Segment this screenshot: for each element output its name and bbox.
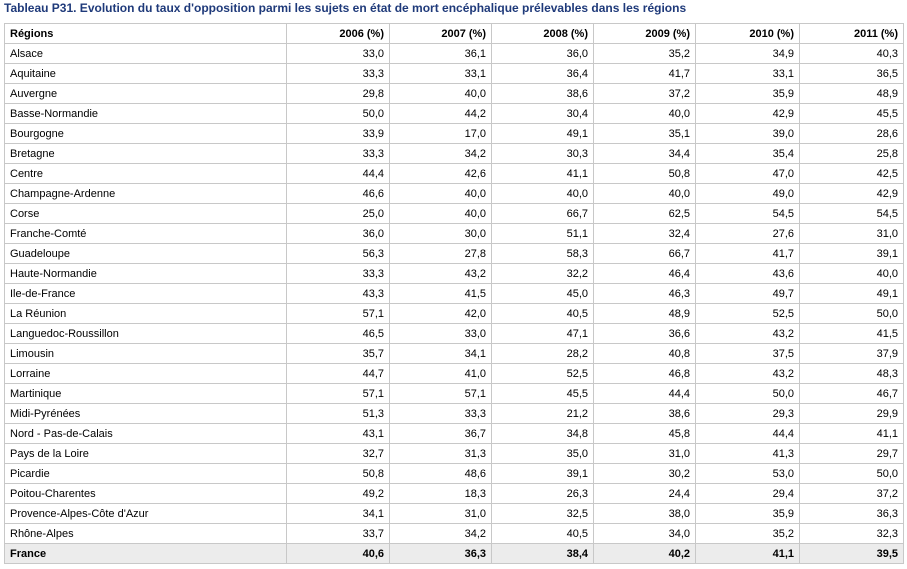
rate-value: 36,7 (390, 424, 492, 444)
rate-value: 27,8 (390, 244, 492, 264)
rate-value: 43,2 (390, 264, 492, 284)
rate-value: 40,0 (594, 184, 696, 204)
rate-value: 39,1 (492, 464, 594, 484)
rate-value: 31,0 (390, 504, 492, 524)
rate-value: 35,9 (696, 84, 800, 104)
rate-value: 66,7 (492, 204, 594, 224)
rate-value: 54,5 (800, 204, 904, 224)
region-name: Guadeloupe (5, 244, 287, 264)
table-row (5, 44, 904, 64)
rate-value: 66,7 (594, 244, 696, 264)
rate-value: 46,5 (287, 324, 390, 344)
rate-value: 30,4 (492, 104, 594, 124)
rate-value: 34,2 (390, 524, 492, 544)
rate-value: 36,3 (390, 544, 492, 564)
region-name: Provence-Alpes-Côte d'Azur (5, 504, 287, 524)
rate-value: 40,5 (492, 524, 594, 544)
rate-value: 40,0 (390, 184, 492, 204)
rate-value: 41,7 (594, 64, 696, 84)
table-row (5, 524, 904, 544)
rate-value: 37,5 (696, 344, 800, 364)
rate-value: 30,0 (390, 224, 492, 244)
rate-value: 35,1 (594, 124, 696, 144)
region-name: Martinique (5, 384, 287, 404)
rate-value: 33,1 (696, 64, 800, 84)
region-name: Picardie (5, 464, 287, 484)
rate-value: 49,1 (800, 284, 904, 304)
rate-value: 41,1 (696, 544, 800, 564)
rate-value: 45,5 (492, 384, 594, 404)
rate-value: 47,1 (492, 324, 594, 344)
rate-value: 40,0 (390, 84, 492, 104)
column-header-year: 2009 (%) (594, 24, 696, 44)
rate-value: 48,9 (800, 84, 904, 104)
column-header-year: 2011 (%) (800, 24, 904, 44)
column-header-year: 2008 (%) (492, 24, 594, 44)
table-row (5, 244, 904, 264)
table-row (5, 124, 904, 144)
table-title: Tableau P31. Evolution du taux d'opposition parmi les sujets en état de mort encéphalique prélevables dans les régions (4, 1, 687, 15)
rate-value: 25,8 (800, 144, 904, 164)
rate-value: 52,5 (492, 364, 594, 384)
rate-value: 50,0 (800, 304, 904, 324)
rate-value: 57,1 (287, 304, 390, 324)
rate-value: 41,1 (800, 424, 904, 444)
rate-value: 44,7 (287, 364, 390, 384)
rate-value: 28,6 (800, 124, 904, 144)
rate-value: 46,4 (594, 264, 696, 284)
rate-value: 38,4 (492, 544, 594, 564)
rate-value: 51,1 (492, 224, 594, 244)
rate-value: 40,3 (800, 44, 904, 64)
rate-value: 50,8 (287, 464, 390, 484)
rate-value: 33,3 (287, 144, 390, 164)
rate-value: 34,2 (390, 144, 492, 164)
region-name: France (5, 544, 287, 564)
rate-value: 56,3 (287, 244, 390, 264)
rate-value: 49,2 (287, 484, 390, 504)
rate-value: 40,8 (594, 344, 696, 364)
region-name: La Réunion (5, 304, 287, 324)
region-name: Basse-Normandie (5, 104, 287, 124)
rate-value: 32,5 (492, 504, 594, 524)
rate-value: 35,2 (594, 44, 696, 64)
region-name: Franche-Comté (5, 224, 287, 244)
rate-value: 57,1 (287, 384, 390, 404)
rate-value: 38,0 (594, 504, 696, 524)
rate-value: 33,3 (287, 264, 390, 284)
table-row (5, 464, 904, 484)
region-name: Haute-Normandie (5, 264, 287, 284)
rate-value: 32,4 (594, 224, 696, 244)
data-table (4, 23, 904, 564)
rate-value: 53,0 (696, 464, 800, 484)
table-row (5, 304, 904, 324)
rate-value: 37,9 (800, 344, 904, 364)
rate-value: 33,3 (287, 64, 390, 84)
rate-value: 48,3 (800, 364, 904, 384)
rate-value: 42,0 (390, 304, 492, 324)
rate-value: 36,1 (390, 44, 492, 64)
rate-value: 29,8 (287, 84, 390, 104)
region-name: Aquitaine (5, 64, 287, 84)
column-header-year: 2006 (%) (287, 24, 390, 44)
region-name: Languedoc-Roussillon (5, 324, 287, 344)
rate-value: 42,9 (800, 184, 904, 204)
rate-value: 51,3 (287, 404, 390, 424)
table-row (5, 204, 904, 224)
rate-value: 50,0 (696, 384, 800, 404)
rate-value: 38,6 (492, 84, 594, 104)
table-row (5, 404, 904, 424)
table-row (5, 364, 904, 384)
rate-value: 40,0 (492, 184, 594, 204)
rate-value: 33,7 (287, 524, 390, 544)
region-name: Lorraine (5, 364, 287, 384)
region-name: Champagne-Ardenne (5, 184, 287, 204)
rate-value: 46,8 (594, 364, 696, 384)
table-row (5, 324, 904, 344)
rate-value: 33,9 (287, 124, 390, 144)
rate-value: 32,7 (287, 444, 390, 464)
rate-value: 44,4 (594, 384, 696, 404)
rate-value: 49,1 (492, 124, 594, 144)
rate-value: 37,2 (800, 484, 904, 504)
rate-value: 48,6 (390, 464, 492, 484)
rate-value: 18,3 (390, 484, 492, 504)
rate-value: 36,5 (800, 64, 904, 84)
rate-value: 45,5 (800, 104, 904, 124)
rate-value: 36,3 (800, 504, 904, 524)
rate-value: 50,0 (287, 104, 390, 124)
rate-value: 35,0 (492, 444, 594, 464)
table-row (5, 104, 904, 124)
region-name: Corse (5, 204, 287, 224)
region-name: Centre (5, 164, 287, 184)
rate-value: 58,3 (492, 244, 594, 264)
rate-value: 46,7 (800, 384, 904, 404)
rate-value: 33,1 (390, 64, 492, 84)
rate-value: 29,7 (800, 444, 904, 464)
table-body (5, 44, 904, 564)
rate-value: 30,2 (594, 464, 696, 484)
table-row (5, 144, 904, 164)
rate-value: 36,4 (492, 64, 594, 84)
table-row (5, 64, 904, 84)
table-row (5, 184, 904, 204)
column-header-region: Régions (5, 24, 287, 44)
rate-value: 21,2 (492, 404, 594, 424)
rate-value: 32,3 (800, 524, 904, 544)
rate-value: 31,0 (594, 444, 696, 464)
rate-value: 41,5 (390, 284, 492, 304)
rate-value: 30,3 (492, 144, 594, 164)
rate-value: 39,1 (800, 244, 904, 264)
rate-value: 38,6 (594, 404, 696, 424)
rate-value: 41,7 (696, 244, 800, 264)
rate-value: 40,0 (594, 104, 696, 124)
rate-value: 35,4 (696, 144, 800, 164)
rate-value: 49,0 (696, 184, 800, 204)
header-row (5, 24, 904, 44)
rate-value: 40,5 (492, 304, 594, 324)
region-name: Bourgogne (5, 124, 287, 144)
rate-value: 40,2 (594, 544, 696, 564)
region-name: Rhône-Alpes (5, 524, 287, 544)
region-name: Limousin (5, 344, 287, 364)
region-name: Pays de la Loire (5, 444, 287, 464)
rate-value: 43,2 (696, 324, 800, 344)
region-name: Auvergne (5, 84, 287, 104)
table-row (5, 384, 904, 404)
rate-value: 17,0 (390, 124, 492, 144)
rate-value: 45,0 (492, 284, 594, 304)
rate-value: 34,8 (492, 424, 594, 444)
table-row (5, 284, 904, 304)
rate-value: 37,2 (594, 84, 696, 104)
table-row (5, 164, 904, 184)
rate-value: 35,7 (287, 344, 390, 364)
rate-value: 44,4 (696, 424, 800, 444)
rate-value: 43,6 (696, 264, 800, 284)
rate-value: 33,0 (287, 44, 390, 64)
region-name: Ile-de-France (5, 284, 287, 304)
rate-value: 33,0 (390, 324, 492, 344)
rate-value: 42,9 (696, 104, 800, 124)
rate-value: 24,4 (594, 484, 696, 504)
rate-value: 34,0 (594, 524, 696, 544)
rate-value: 25,0 (287, 204, 390, 224)
table-row (5, 264, 904, 284)
rate-value: 34,9 (696, 44, 800, 64)
rate-value: 31,3 (390, 444, 492, 464)
table-row (5, 84, 904, 104)
rate-value: 52,5 (696, 304, 800, 324)
table-row (5, 224, 904, 244)
rate-value: 54,5 (696, 204, 800, 224)
rate-value: 27,6 (696, 224, 800, 244)
rate-value: 41,0 (390, 364, 492, 384)
rate-value: 46,6 (287, 184, 390, 204)
rate-value: 62,5 (594, 204, 696, 224)
rate-value: 48,9 (594, 304, 696, 324)
rate-value: 57,1 (390, 384, 492, 404)
rate-value: 40,0 (390, 204, 492, 224)
rate-value: 36,6 (594, 324, 696, 344)
rate-value: 41,5 (800, 324, 904, 344)
table-row (5, 444, 904, 464)
rate-value: 39,5 (800, 544, 904, 564)
rate-value: 44,2 (390, 104, 492, 124)
column-header-year: 2010 (%) (696, 24, 800, 44)
rate-value: 28,2 (492, 344, 594, 364)
rate-value: 32,2 (492, 264, 594, 284)
rate-value: 41,1 (492, 164, 594, 184)
rate-value: 29,9 (800, 404, 904, 424)
rate-value: 29,4 (696, 484, 800, 504)
rate-value: 35,9 (696, 504, 800, 524)
rate-value: 29,3 (696, 404, 800, 424)
rate-value: 36,0 (492, 44, 594, 64)
region-name: Midi-Pyrénées (5, 404, 287, 424)
table-row (5, 344, 904, 364)
rate-value: 36,0 (287, 224, 390, 244)
rate-value: 35,2 (696, 524, 800, 544)
rate-value: 42,6 (390, 164, 492, 184)
rate-value: 43,3 (287, 284, 390, 304)
rate-value: 47,0 (696, 164, 800, 184)
region-name: Poitou-Charentes (5, 484, 287, 504)
region-name: Bretagne (5, 144, 287, 164)
rate-value: 43,2 (696, 364, 800, 384)
rate-value: 49,7 (696, 284, 800, 304)
rate-value: 34,1 (390, 344, 492, 364)
column-header-year: 2007 (%) (390, 24, 492, 44)
rate-value: 43,1 (287, 424, 390, 444)
rate-value: 26,3 (492, 484, 594, 504)
rate-value: 34,4 (594, 144, 696, 164)
rate-value: 46,3 (594, 284, 696, 304)
rate-value: 31,0 (800, 224, 904, 244)
rate-value: 44,4 (287, 164, 390, 184)
region-name: Nord - Pas-de-Calais (5, 424, 287, 444)
rate-value: 33,3 (390, 404, 492, 424)
rate-value: 34,1 (287, 504, 390, 524)
rate-value: 41,3 (696, 444, 800, 464)
table-row (5, 484, 904, 504)
rate-value: 42,5 (800, 164, 904, 184)
table-row (5, 424, 904, 444)
total-row (5, 544, 904, 564)
rate-value: 45,8 (594, 424, 696, 444)
rate-value: 40,6 (287, 544, 390, 564)
rate-value: 39,0 (696, 124, 800, 144)
table-row (5, 504, 904, 524)
rate-value: 50,8 (594, 164, 696, 184)
region-name: Alsace (5, 44, 287, 64)
rate-value: 50,0 (800, 464, 904, 484)
rate-value: 40,0 (800, 264, 904, 284)
